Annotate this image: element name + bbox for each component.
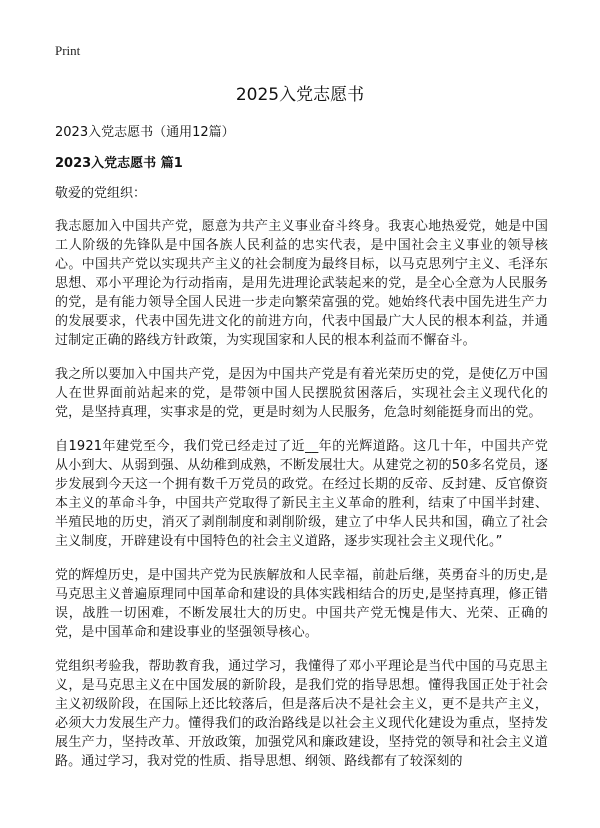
body-paragraph-3: 自1921年建党至今，我们党已经走过了近__年的光辉道路。这几十年，中国共产党从小到大、从弱到强、从幼稚到成熟，不断发展壮大。从建党之初的50多名党员，逐步发展到今天这一个拥有数千万党员的政党。在经过长期的反帝、反封建、反官僚资本主义的革命斗争，中国共产党取得了新民主主义革命的胜利，结束了中国半封建、半殖民地的历史，消灭了剥削制度和剥削阶级，建立了中华人民共和国，确立了社会主义制度，开辟建设有中国特色的社会主义道路，逐步实现社会主义现代化。” bbox=[55, 439, 548, 549]
document-title: 2025入党志愿书 bbox=[235, 85, 365, 105]
body-paragraph-4: 党的辉煌历史，是中国共产党为民族解放和人民幸福，前赴后继，英勇奋斗的历史,是马克思主义普遍原理同中国革命和建设的具体实践相结合的历史,是坚持真理，修正错误，战胜一切困难，不断发展壮大的历史。中国共产党无愧是伟大、光荣、正确的党，是中国革命和建设事业的坚强领导核心。 bbox=[55, 568, 548, 640]
body-paragraph-2: 我之所以要加入中国共产党，是因为中国共产党是有着光荣历史的党，是使亿万中国人在世界面前站起来的党，是带领中国人民摆脱贫困落后，实现社会主义现代化的党，是坚持真理，实事求是的党，更是时刻为人民服务，危急时刻能挺身而出的党。 bbox=[55, 367, 548, 420]
section-heading: 2023入党志愿书 篇1 bbox=[55, 156, 183, 171]
print-label[interactable]: Print bbox=[55, 43, 81, 58]
body-paragraph-5: 党组织考验我，帮助教育我，通过学习，我懂得了邓小平理论是当代中国的马克思主义，是马克思主义在中国发展的新阶段，是我们党的指导思想。懂得我国正处于社会主义初级阶段，在国际上还比较落后，但是落后决不是社会主义，更不是共产主义，必须大力发展生产力。懂得我们的政治路线是以社会主义现代化建设为重点，坚持发展生产力，坚持改革、开放政策，加强党风和廉政建设，坚持党的领导和社会主义道路。通过学习，我对党的性质、指导思想、纲领、路线都有了较深刻的 bbox=[55, 659, 548, 769]
document-body bbox=[55, 124, 548, 786]
body-paragraph-1: 我志愿加入中国共产党，愿意为共产主义事业奋斗终身。我衷心地热爱党，她是中国工人阶级的先锋队是中国各族人民利益的忠实代表，是中国社会主义事业的领导核心。中国共产党以实现共产主义的社会制度为最终目标，以马克思列宁主义、毛泽东思想、邓小平理论为行动指南，是用先进理论武装起来的党，是全心全意为人民服务的党，是有能力领导全国人民进一步走向繁荣富强的党。她始终代表中国先进生产力的发展要求，代表中国先进文化的前进方向，代表中国最广大人民的根本利益，并通过制定正确的路线方针政策，为实现国家和人民的根本利益而不懈奋斗。 bbox=[55, 219, 548, 348]
document-subtitle: 2023入党志愿书（通用12篇） bbox=[55, 125, 235, 140]
salutation: 敬爱的党组织： bbox=[55, 186, 147, 201]
